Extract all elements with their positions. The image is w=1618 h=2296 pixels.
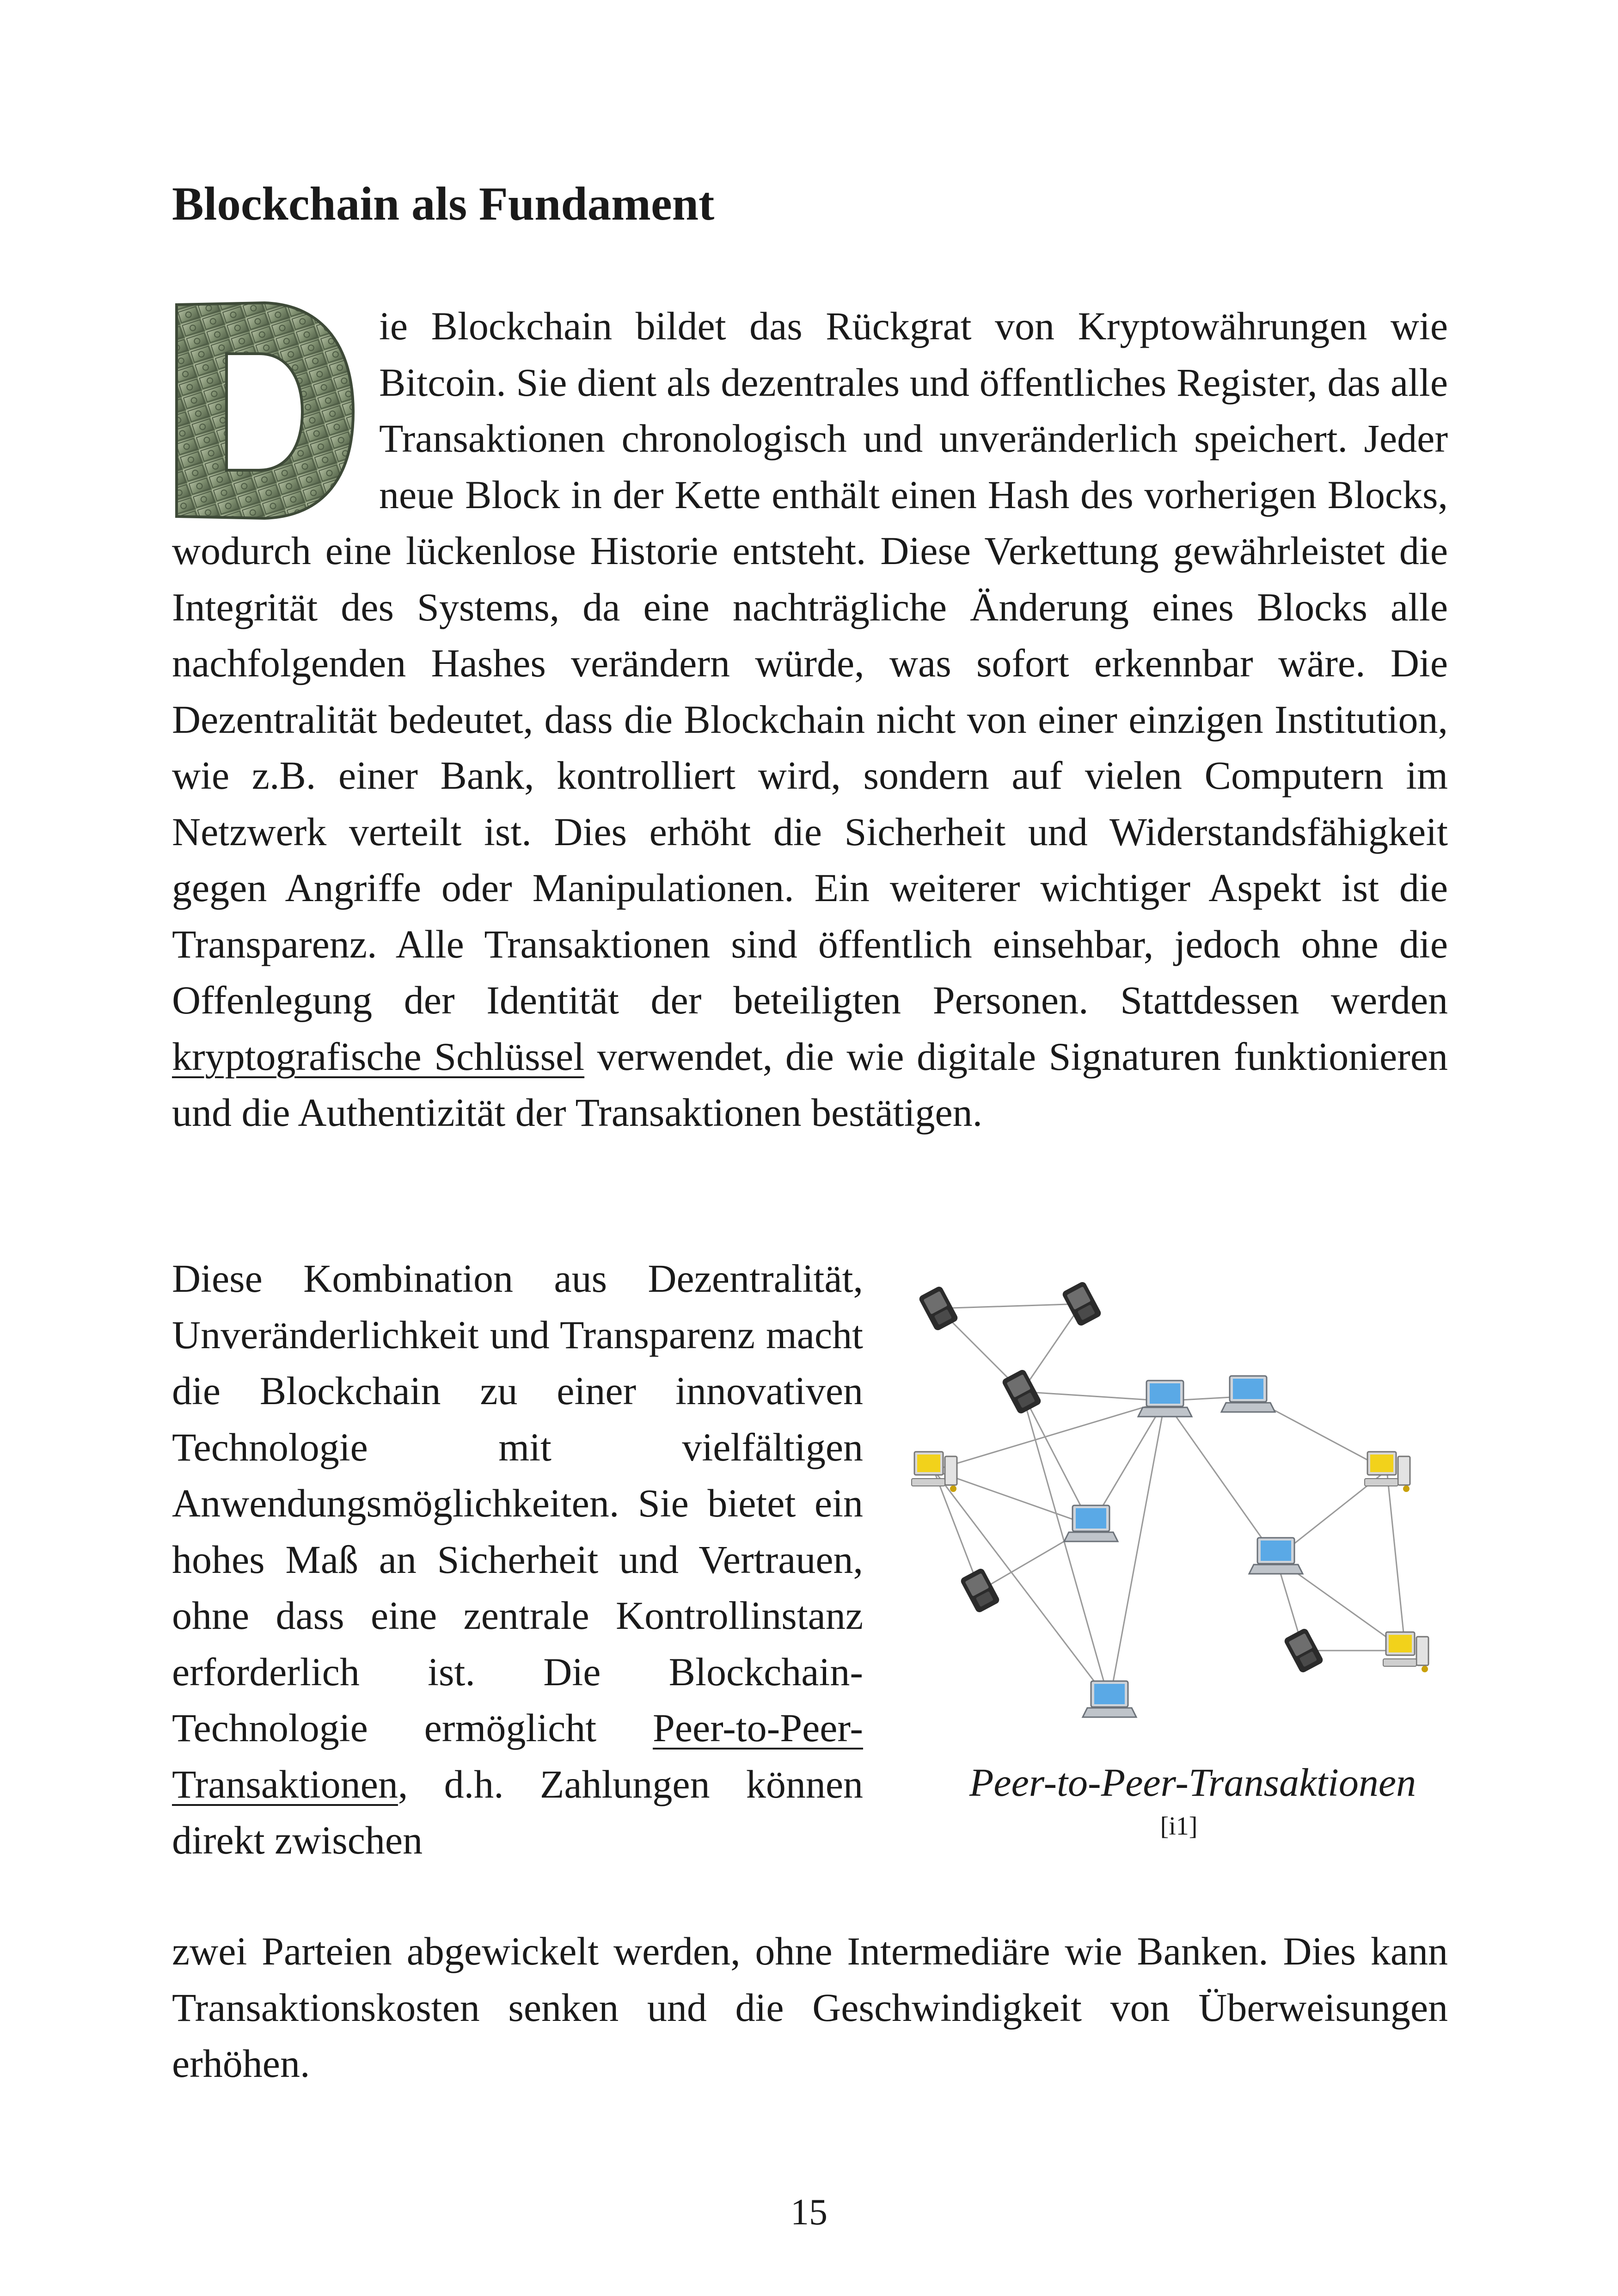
- network-edge: [1387, 1470, 1405, 1651]
- p2p-network-figure: [888, 1262, 1470, 1762]
- phone-icon: [1001, 1369, 1042, 1415]
- closing-paragraph: zwei Parteien abgewickelt werden, ohne Intermediäre wie Banken. Dies kann Transaktionskosten senken und die Geschwindigkeit von Überweisungen erhöhen.: [172, 1929, 1448, 2086]
- desktop-icon: [912, 1452, 957, 1492]
- body-text-lead: Diese Kombination aus Dezentralität, Unveränderlichkeit und Transparenz macht die Blockchain zu einer innovativen Technologie mit vielfältigen Anwendungsmöglichkeiten. Sie bietet ein hohes Maß an Sicherheit und Vertrauen, ohne dass eine zentrale Kontrollinstanz erforderlich ist. Die Blockchain-Technologie ermöglicht: [172, 1256, 863, 1750]
- body-text-tail: , d.h. Zahlungen können direkt zwischen: [172, 1762, 863, 1862]
- body-paragraph: [172, 1251, 863, 1869]
- intro-text-lead: ie Blockchain bildet das Rückgrat von Kryptowährungen wie Bitcoin. Sie dient als dezentrales und öffentliches Register, das alle Transaktionen chronologisch und unveränderlich speichert. Jeder neue Block in der Kette enthält einen Hash des vorherigen Blocks, wodurch eine lückenlose Historie entsteht. Diese Verkettung gewährleistet die Integrität des Systems, da eine nachträgliche Änderung eines Blocks alle nachfolgenden Hashes verändern würde, was sofort erkennbar wäre. Die Dezentralität bedeutet, dass die Blockchain nicht von einer einzigen Institution, wie z.B. einer Bank, kontrolliert wird, sondern auf vielen Computern im Netzwerk verteilt ist. Dies erhöht die Sicherheit und Widerstandsfähigkeit gegen Angriffe oder Manipulationen. Ein weiterer wichtiger Aspekt ist die Transparenz. Alle Transaktionen sind öffentlich einsehbar, jedoch ohne die Offenlegung der Identität der beteiligten Personen. Stattdessen werden: [172, 304, 1448, 1022]
- desktop-icon: [1383, 1632, 1428, 1672]
- phone-icon: [960, 1567, 1001, 1614]
- laptop-icon: [1083, 1681, 1136, 1717]
- page-number: 15: [791, 2192, 827, 2233]
- figure-caption: Peer-to-Peer-Transaktionen: [969, 1760, 1416, 1805]
- phone-icon: [1061, 1281, 1103, 1327]
- network-edge: [1109, 1401, 1165, 1701]
- network-edge: [1022, 1304, 1082, 1392]
- dropcap-money-d-graphic: [172, 298, 357, 523]
- phone-icon: [918, 1285, 959, 1332]
- network-edge: [938, 1304, 1082, 1308]
- link-peer-to-peer-transaktionen[interactable]: Peer-to-Peer-Transaktionen: [172, 1706, 863, 1806]
- network-edge: [1165, 1401, 1276, 1558]
- section-heading: Blockchain als Fundament: [172, 178, 715, 230]
- network-edge: [1022, 1392, 1109, 1701]
- dropcap-d-image: [172, 298, 357, 523]
- phone-icon: [1283, 1627, 1324, 1674]
- laptop-icon: [1249, 1538, 1303, 1574]
- laptop-icon: [1138, 1381, 1192, 1417]
- network-edge: [1022, 1392, 1165, 1401]
- intro-paragraph: [172, 298, 1448, 1141]
- laptop-icon: [1221, 1376, 1275, 1412]
- p2p-network-diagram: [888, 1262, 1470, 1762]
- laptop-icon: [1064, 1505, 1118, 1541]
- figure-footnote-ref[interactable]: [i1]: [1160, 1812, 1198, 1841]
- intro-text-tail: verwendet, die wie digitale Signaturen funktionieren und die Authentizität der Transaktionen bestätigen.: [172, 1034, 1448, 1135]
- desktop-icon: [1365, 1452, 1410, 1492]
- link-kryptografische-schluessel[interactable]: kryptografische Schlüssel: [172, 1034, 585, 1079]
